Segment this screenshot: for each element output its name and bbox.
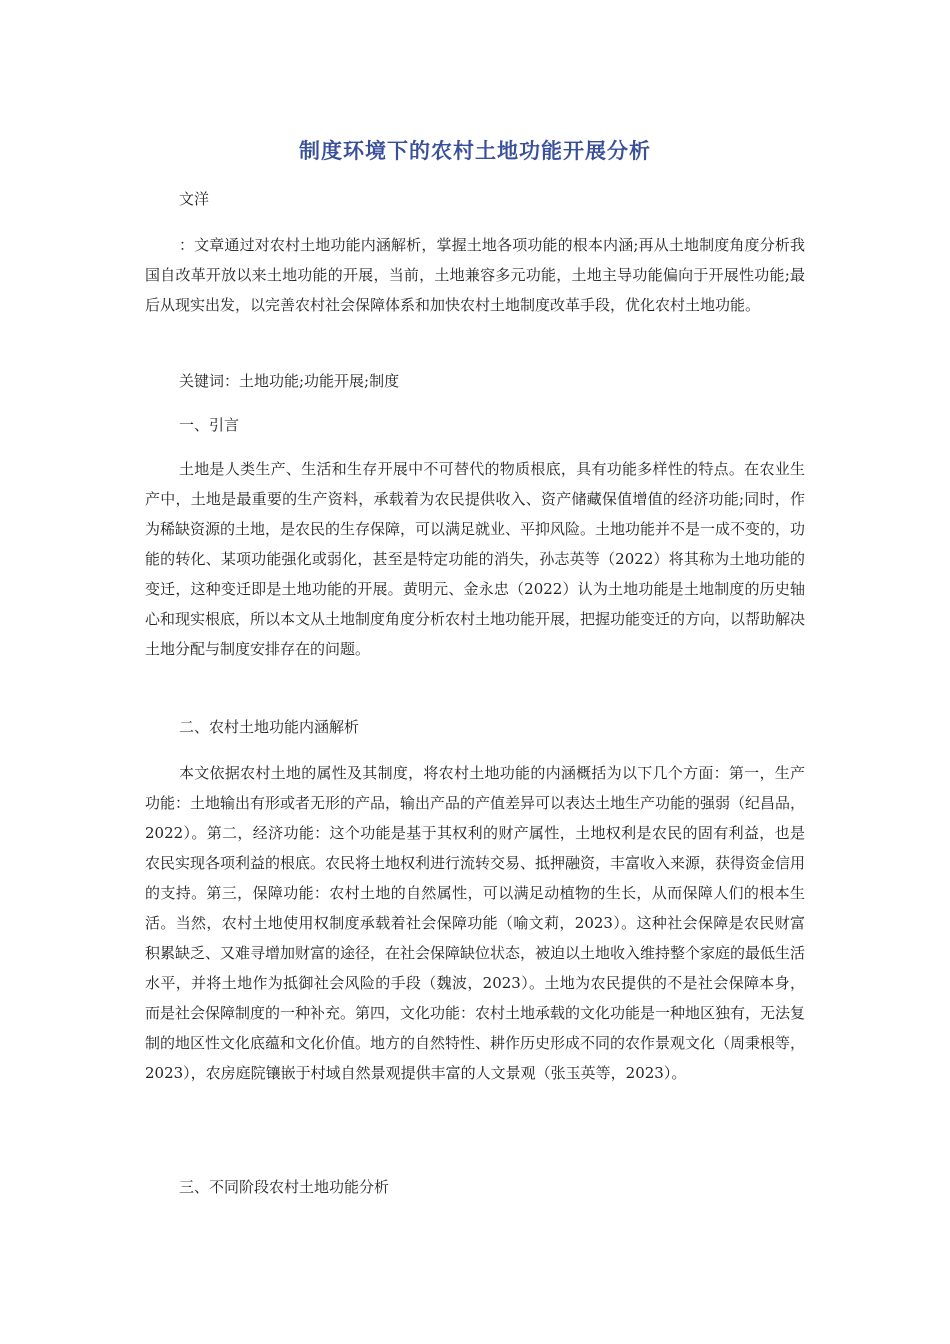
section-paragraph-introduction: 土地是人类生产、生活和生存开展中不可替代的物质根底，具有功能多样性的特点。在农业生产中，土地是最重要的生产资料，承载着为农民提供收入、资产储藏保值增值的经济功能;同时，作为稀缺资源的土地，是农民的生存保障，可以满足就业、平抑风险。土地功能并不是一成不变的，功能的转化、某项功能强化或弱化，甚至是特定功能的消失，孙志英等（2022）将其称为土地功能的变迁，这种变迁即是土地功能的开展。黄明元、金永忠（2022）认为土地功能是土地制度的历史轴心和现实根底，所以本文从土地制度角度分析农村土地功能开展，把握功能变迁的方向，以帮助解决土地分配与制度安排存在的问题。: [145, 460, 806, 658]
section-heading-stages: 三、不同阶段农村土地功能分析: [179, 1178, 390, 1196]
section-paragraph-connotation: 本文依据农村土地的属性及其制度，将农村土地功能的内涵概括为以下几个方面：第一，生产功能：土地输出有形或者无形的产品，输出产品的产值差异可以表达土地生产功能的强弱（纪昌品，2022）。第二，经济功能：这个功能是基于其权利的财产属性，土地权利是农民的固有利益，也是农民实现各项利益的根底。农民将土地权利进行流转交易、抵押融资，丰富收入来源，获得资金信用的支持。第三，保障功能：农村土地的自然属性，可以满足动植物的生长，从而保障人们的根本生活。当然，农村土地使用权制度承载着社会保障功能（喻文莉，2023）。这种社会保障是农民财富积累缺乏、又难寻增加财富的途径，在社会保障缺位状态，被迫以土地收入维持整个家庭的最低生活水平，并将土地作为抵御社会风险的手段（魏波，2023）。土地为农民提供的不是社会保障本身，而是社会保障制度的一种补充。第四，文化功能：农村土地承载的文化功能是一种地区独有，无法复制的地区性文化底蕴和文化价值。地方的自然特性、耕作历史形成不同的农作景观文化（周秉根等，2023），农房庭院镶嵌于村域自然景观提供丰富的人文景观（张玉英等，2023）。: [145, 764, 806, 1082]
keywords-line: 关键词：土地功能;功能开展;制度: [179, 372, 400, 390]
section-heading-introduction: 一、引言: [179, 416, 240, 434]
section-heading-connotation: 二、农村土地功能内涵解析: [179, 718, 360, 736]
author-name: 文洋: [179, 190, 210, 208]
document-title: 制度环境下的农村土地功能开展分析: [299, 139, 651, 163]
abstract-paragraph: ：文章通过对农村土地功能内涵解析，掌握土地各项功能的根本内涵;再从土地制度角度分析我国自改革开放以来土地功能的开展，当前，土地兼容多元功能，土地主导功能偏向于开展性功能;最后从现实出发，以完善农村社会保障体系和加快农村土地制度改革手段，优化农村土地功能。: [145, 236, 805, 314]
